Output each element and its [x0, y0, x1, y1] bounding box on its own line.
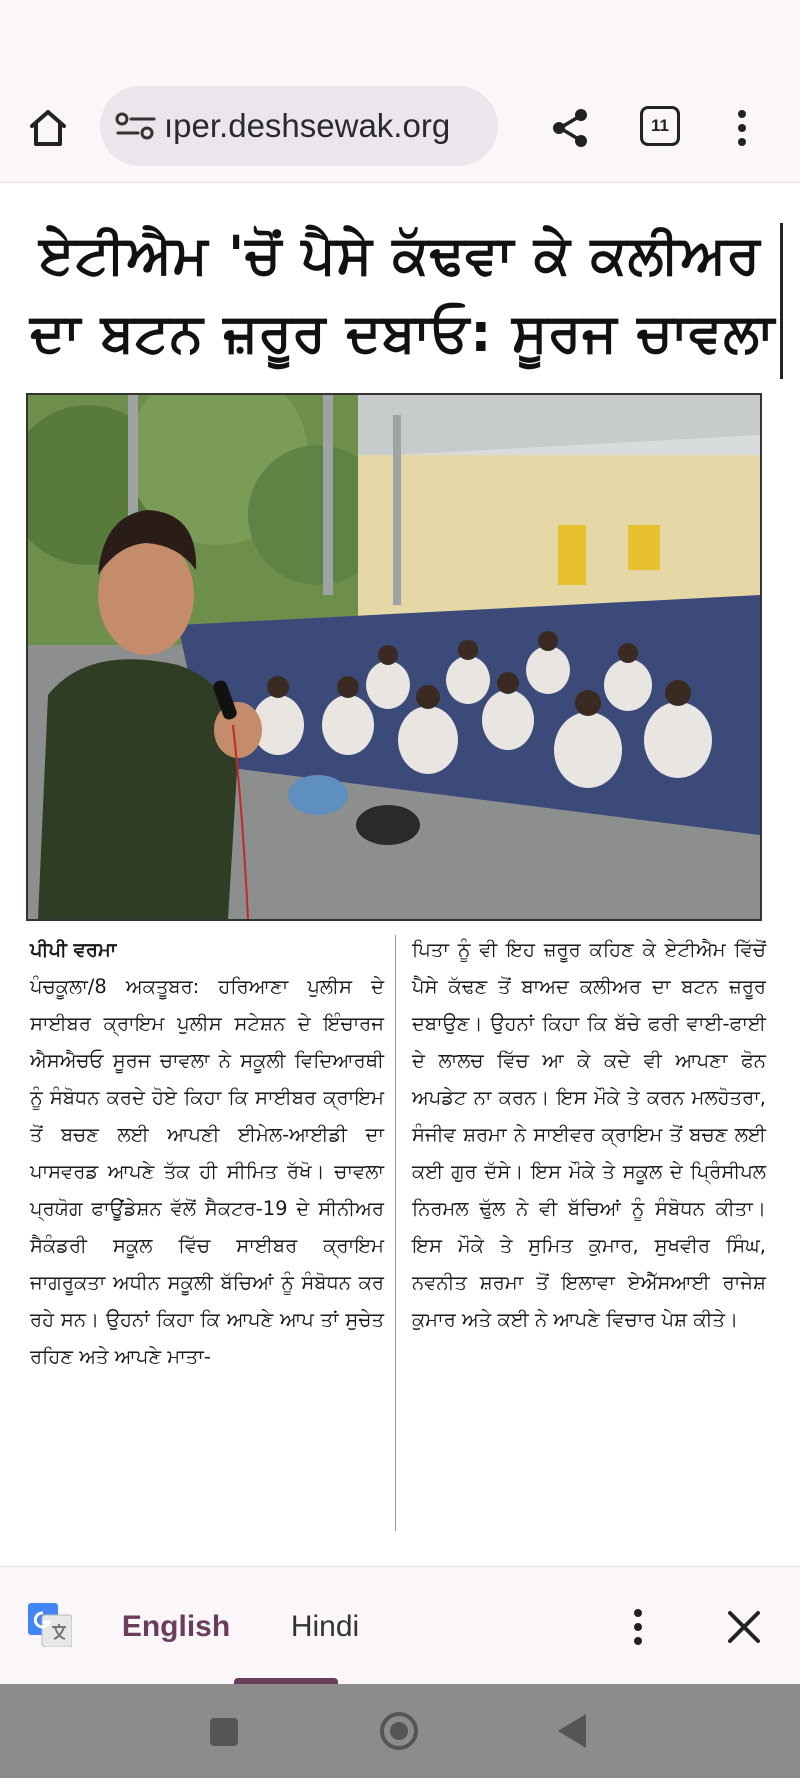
column-divider — [395, 935, 396, 1531]
newspaper-clipping[interactable] — [0, 183, 800, 1565]
recents-square-icon[interactable] — [210, 1718, 238, 1746]
home-icon[interactable] — [24, 104, 72, 152]
tab-count: 11 — [651, 116, 669, 135]
tab-hindi[interactable] — [270, 1567, 380, 1685]
tab-hindi-label: Hindi — [290, 1610, 360, 1643]
tune-icon[interactable] — [114, 110, 158, 142]
column-rule — [780, 223, 783, 379]
byline: ਪੀਪੀ ਵਰਮਾ — [30, 938, 117, 961]
address-bar[interactable] — [100, 86, 498, 166]
tab-english[interactable] — [110, 1567, 242, 1685]
url-text[interactable]: ıper.deshsewak.org — [164, 107, 451, 144]
article-photo — [26, 393, 762, 921]
browser-toolbar — [0, 0, 800, 183]
headline-line-2: ਦਾ ਬਟਨ ਜ਼ਰੂਰ ਦਬਾਓ: ਸੂਰਜ ਚਾਵਲਾ — [30, 303, 776, 364]
column-right-text: ਪਿਤਾ ਨੂੰ ਵੀ ਇਹ ਜ਼ਰੂਰ ਕਹਿਣ ਕੇ ਏਟੀਐਮ ਵਿੱਚੋਂ ਪੈਸੇ ਕੱਢਣ ਤੋਂ ਬਾਅਦ ਕਲੀਅਰ ਦਾ ਬਟਨ ਜ਼ਰੂਰ ਦਬਾਉਣ। ਉਹਨਾਂ ਕਿਹਾ ਕਿ ਬੱਚੇ ਫਰੀ ਵਾਈ-ਫਾਈ ਦੇ ਲਾਲਚ ਵਿੱਚ ਆ ਕੇ ਕਦੇ ਵੀ ਆਪਣਾ ਫੋਨ ਅਪਡੇਟ ਨਾ ਕਰਨ। ਇਸ ਮੌਕੇ ਤੇ ਕਰਨ ਮਲਹੋਤਰਾ, ਸੰਜੀਵ ਸ਼ਰਮਾ ਨੇ ਸਾਈਵਰ ਕ੍ਰਾਇਮ ਤੋਂ ਬਚਣ ਲਈ ਕਈ ਗੁਰ ਦੱਸੇ। ਇਸ ਮੌਕੇ ਤੇ ਸਕੂਲ ਦੇ ਪ੍ਰਿੰਸੀਪਲ ਨਿਰਮਲ ਢੁੱਲ ਨੇ ਵੀ ਬੱਚਿਆਂ ਨੂੰ ਸੰਬੋਧਨ ਕੀਤਾ। ਇਸ ਮੌਕੇ ਤੇ ਸੁਮਿਤ ਕੁਮਾਰ, ਸੁਖਵੀਰ ਸਿੰਘ, ਨਵਨੀਤ ਸ਼ਰਮਾ ਤੋਂ ਇਲਾਵਾ ਏਐੱਸਆਈ ਰਾਜੇਸ਼ ਕੁਮਾਰ ਅਤੇ ਕਈ ਨੇ ਆਪਣੇ ਵਿਚਾਰ ਪੇਸ਼ ਕੀਤੇ। — [412, 938, 766, 1331]
close-icon[interactable] — [722, 1605, 766, 1649]
translate-bar — [0, 1566, 800, 1685]
more-vert-icon[interactable] — [728, 104, 756, 152]
article-column-right — [412, 931, 766, 1338]
tabs-icon[interactable] — [640, 106, 680, 146]
back-triangle-icon[interactable] — [556, 1712, 588, 1750]
article-column-left — [30, 931, 384, 1375]
more-vert-icon[interactable] — [624, 1603, 652, 1651]
column-left-text: ਪੰਚਕੂਲਾ/8 ਅਕਤੂਬਰ: ਹਰਿਆਣਾ ਪੁਲੀਸ ਦੇ ਸਾਈਬਰ ਕ੍ਰਾਇਮ ਪੁਲੀਸ ਸਟੇਸ਼ਨ ਦੇ ਇੰਚਾਰਜ ਐਸਐਚਓ ਸੂਰਜ ਚਾਵਲਾ ਨੇ ਸਕੂਲੀ ਵਿਦਿਆਰਥੀ ਨੂੰ ਸੰਬੋਧਨ ਕਰਦੇ ਹੋਏ ਕਿਹਾ ਕਿ ਸਾਈਬਰ ਕ੍ਰਾਇਮ ਤੋਂ ਬਚਣ ਲਈ ਆਪਣੀ ਈਮੇਲ-ਆਈਡੀ ਦਾ ਪਾਸਵਰਡ ਆਪਣੇ ਤੱਕ ਹੀ ਸੀਮਿਤ ਰੱਖੋ। ਚਾਵਲਾ ਪ੍ਰਯੋਗ ਫਾਊਂਡੇਸ਼ਨ ਵੱਲੋਂ ਸੈਕਟਰ-19 ਦੇ ਸੀਨੀਅਰ ਸੈਕੰਡਰੀ ਸਕੂਲ ਵਿੱਚ ਸਾਈਬਰ ਕ੍ਰਾਇਮ ਜਾਗਰੂਕਤਾ ਅਧੀਨ ਸਕੂਲੀ ਬੱਚਿਆਂ ਨੂੰ ਸੰਬੋਧਨ ਕਰ ਰਹੇ ਸਨ। ਉਹਨਾਂ ਕਿਹਾ ਕਿ ਆਪਣੇ ਆਪ ਤਾਂ ਸੁਚੇਤ ਰਹਿਣ ਅਤੇ ਆਪਣੇ ਮਾਤਾ- — [30, 975, 384, 1368]
home-circle-icon[interactable] — [378, 1710, 420, 1752]
google-translate-icon[interactable] — [28, 1603, 72, 1647]
tab-english-label: English — [121, 1610, 231, 1643]
headline-line-1: ਏਟੀਐਮ 'ਚੋਂ ਪੈਸੇ ਕੱਢਵਾ ਕੇ ਕਲੀਅਰ — [39, 225, 761, 286]
share-icon[interactable] — [548, 104, 592, 152]
system-nav-bar — [0, 1684, 800, 1778]
